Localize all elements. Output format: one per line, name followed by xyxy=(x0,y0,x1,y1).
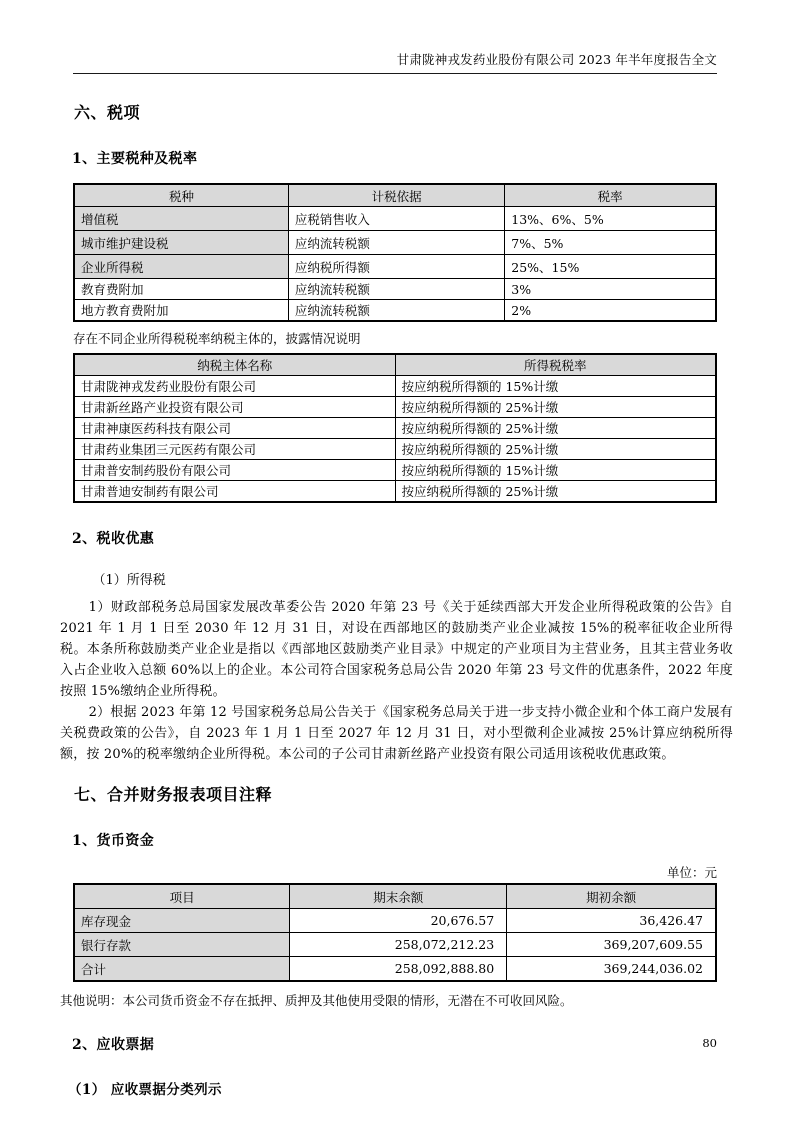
table-cell: 增值税 xyxy=(74,207,288,231)
tax-policy-paragraph-1: 1）财政部税务总局国家发展改革委公告 2020 年第 23 号《关于延续西部大开发企业所得税政策的公告》自 2021 年 1 月 1 日至 2030 年 12 月 31 日，对设在西部地区的鼓励类产业企业减按 15%的税率征收企业所得税。本条所称鼓励类产业企业是指以《西部地区鼓励类产业目录》中规定的产业项目为主营业务，且其主营业务收入占企业收入总额 60%以上的企业。本公司符合国家税务总局公告 2020 年第 23 号文件的优惠条件，2022 年度按照 15%缴纳企业所得税。 xyxy=(60,600,733,699)
table-cell: 甘肃普安制药股份有限公司 xyxy=(74,460,395,481)
section-6-1-title: 1、主要税种及税率 xyxy=(72,151,198,167)
table-row xyxy=(74,397,716,418)
table-cell: 369,207,609.55 xyxy=(507,933,716,957)
taxpayer-rates-table-wrap xyxy=(73,353,717,503)
table-cell: 按应纳税所得额的 25%计缴 xyxy=(395,418,716,439)
section-6-title: 六、税项 xyxy=(74,103,141,122)
monetary-funds-table-wrap xyxy=(73,883,717,982)
table-cell: 甘肃神康医药科技有限公司 xyxy=(74,418,395,439)
table-cell: 银行存款 xyxy=(74,933,290,957)
table-cell: 20,676.57 xyxy=(290,909,507,933)
table-row xyxy=(74,909,716,933)
income-tax-label: （1）所得税 xyxy=(92,573,166,588)
table-header-cell: 纳税主体名称 xyxy=(74,354,395,376)
tax-policy-paragraph-2: 2）根据 2023 年第 12 号国家税务总局公告关于《国家税务总局关于进一步支持小微企业和个体工商户发展有关税费政策的公告》，自 2023 年 1 月 1 日至 2027 年 12 月 31 日，对小型微利企业减按 25%计算应纳税所得额，按 20%的税率缴纳企业所得税。本公司的子公司甘肃新丝路产业投资有限公司适用该税收优惠政策。 xyxy=(60,705,733,762)
different-rates-note: 存在不同企业所得税税率纳税主体的，披露情况说明 xyxy=(73,331,361,346)
table-cell: 甘肃新丝路产业投资有限公司 xyxy=(74,397,395,418)
table-row xyxy=(74,279,716,300)
table-header-row xyxy=(74,184,716,207)
table-cell: 应纳流转税额 xyxy=(288,300,504,322)
table-cell: 应纳流转税额 xyxy=(288,279,504,300)
table-row xyxy=(74,300,716,322)
section-6-2-title: 2、税收优惠 xyxy=(72,531,155,547)
running-header: 甘肃陇神戎发药业股份有限公司 2023 年半年度报告全文 xyxy=(73,0,717,74)
unit-label: 单位：元 xyxy=(666,865,717,880)
table-cell: 3% xyxy=(505,279,716,300)
table-cell: 教育费附加 xyxy=(74,279,288,300)
table-cell: 25%、15% xyxy=(505,255,716,279)
section-7-2-1-title: （1） 应收票据分类列示 xyxy=(68,1082,222,1098)
table-header-cell: 期末余额 xyxy=(290,884,507,909)
section-7-2-title: 2、应收票据 xyxy=(72,1037,155,1053)
table-header-cell: 期初余额 xyxy=(507,884,716,909)
main-taxes-table-wrap xyxy=(73,183,717,322)
table-cell: 城市维护建设税 xyxy=(74,231,288,255)
table-cell: 258,092,888.80 xyxy=(290,957,507,982)
table-row xyxy=(74,439,716,460)
table-cell: 按应纳税所得额的 25%计缴 xyxy=(395,481,716,503)
section-7-title: 七、合并财务报表项目注释 xyxy=(74,785,273,804)
table-header-row xyxy=(74,884,716,909)
table-cell: 应纳流转税额 xyxy=(288,231,504,255)
table-header-row xyxy=(74,354,716,376)
page-number: 80 xyxy=(702,1036,717,1050)
table-cell: 甘肃陇神戎发药业股份有限公司 xyxy=(74,376,395,397)
table-header-cell: 所得税税率 xyxy=(395,354,716,376)
monetary-funds-table xyxy=(73,883,717,982)
table-row xyxy=(74,460,716,481)
table-cell: 应税销售收入 xyxy=(288,207,504,231)
main-taxes-table xyxy=(73,183,717,322)
table-header-cell: 项目 xyxy=(74,884,290,909)
table-cell: 7%、5% xyxy=(505,231,716,255)
table-row xyxy=(74,481,716,503)
table-cell: 按应纳税所得额的 25%计缴 xyxy=(395,439,716,460)
table-row xyxy=(74,957,716,982)
page-content xyxy=(60,100,733,1098)
table-cell: 合计 xyxy=(74,957,290,982)
section-7-1-title: 1、货币资金 xyxy=(72,833,155,849)
table-header-cell: 税率 xyxy=(505,184,716,207)
table-row xyxy=(74,376,716,397)
table-cell: 按应纳税所得额的 15%计缴 xyxy=(395,460,716,481)
table-cell: 按应纳税所得额的 25%计缴 xyxy=(395,397,716,418)
table-row xyxy=(74,207,716,231)
table-cell: 地方教育费附加 xyxy=(74,300,288,322)
table-cell: 库存现金 xyxy=(74,909,290,933)
monetary-other-note: 其他说明：本公司货币资金不存在抵押、质押及其他使用受限的情形，无潜在不可收回风险。 xyxy=(60,993,573,1008)
table-cell: 按应纳税所得额的 15%计缴 xyxy=(395,376,716,397)
table-row xyxy=(74,933,716,957)
table-cell: 2% xyxy=(505,300,716,322)
table-cell: 甘肃普迪安制药有限公司 xyxy=(74,481,395,503)
table-row xyxy=(74,255,716,279)
table-cell: 13%、6%、5% xyxy=(505,207,716,231)
table-cell: 369,244,036.02 xyxy=(507,957,716,982)
table-cell: 36,426.47 xyxy=(507,909,716,933)
table-row xyxy=(74,418,716,439)
table-cell: 应纳税所得额 xyxy=(288,255,504,279)
table-cell: 258,072,212.23 xyxy=(290,933,507,957)
table-header-cell: 计税依据 xyxy=(288,184,504,207)
table-cell: 甘肃药业集团三元医药有限公司 xyxy=(74,439,395,460)
table-cell: 企业所得税 xyxy=(74,255,288,279)
taxpayer-rates-table xyxy=(73,353,717,503)
table-row xyxy=(74,231,716,255)
table-header-cell: 税种 xyxy=(74,184,288,207)
